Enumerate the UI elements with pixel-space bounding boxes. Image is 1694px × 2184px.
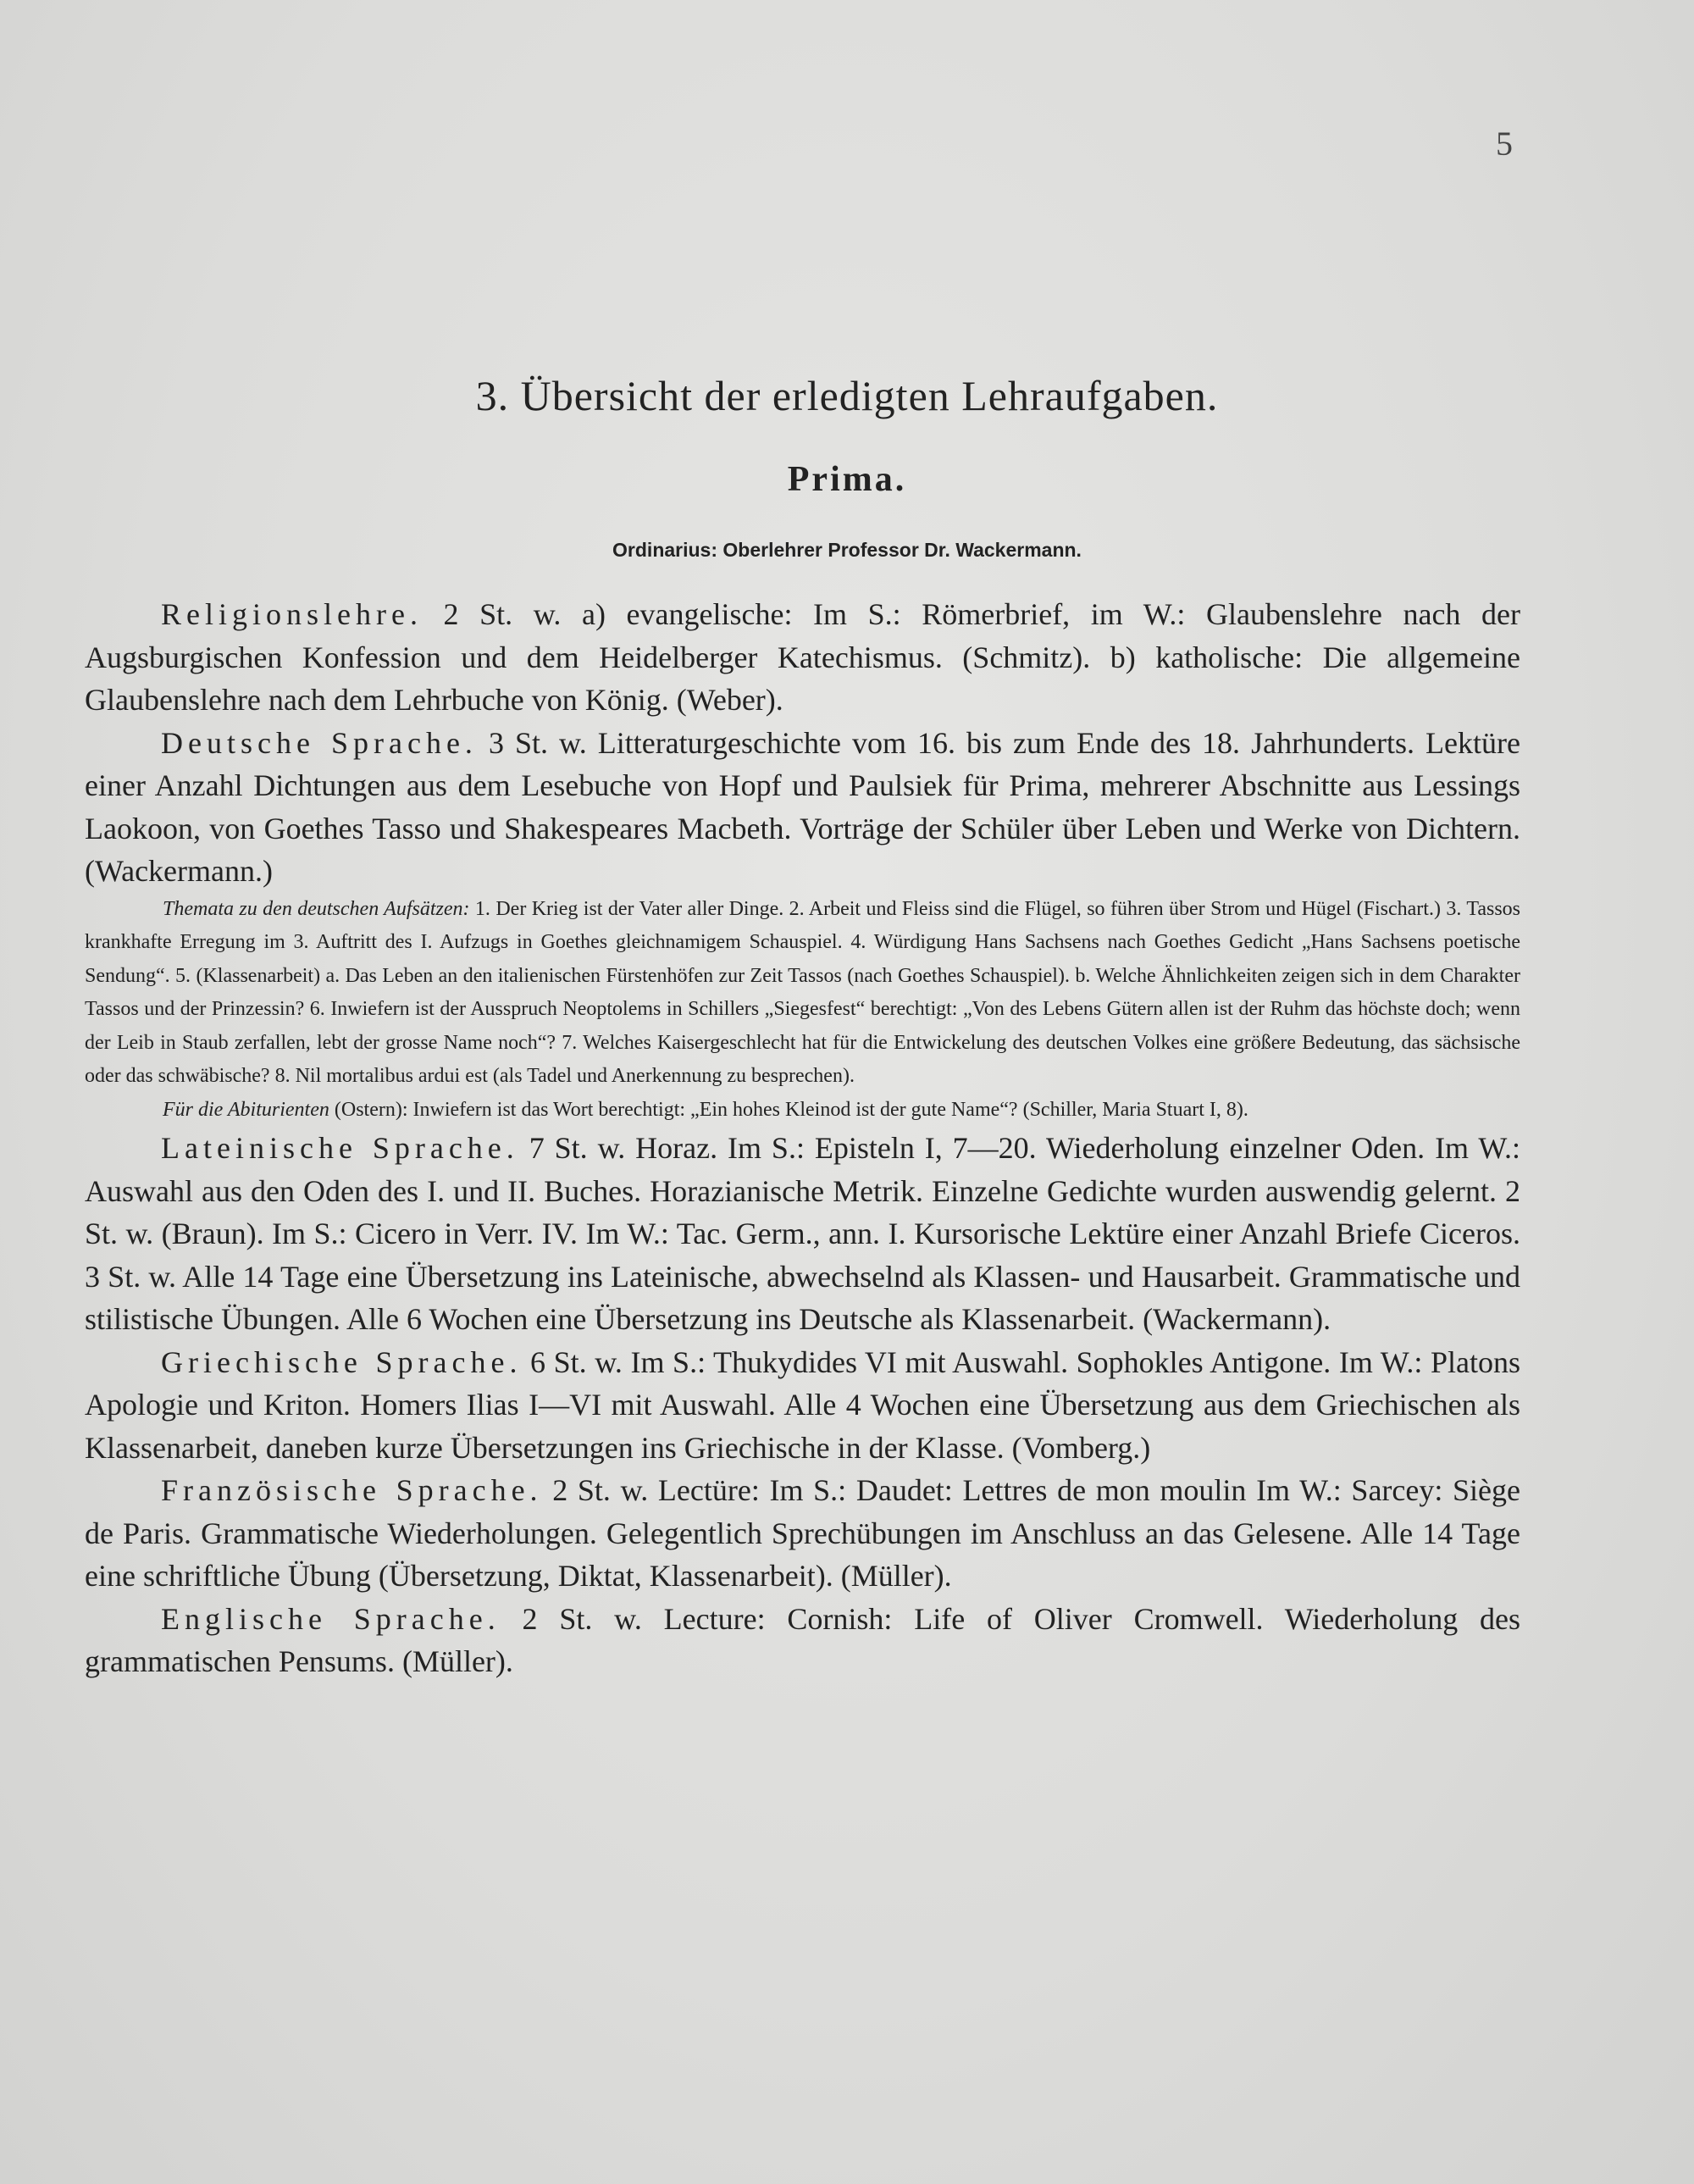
subject-latein: Lateinische Sprache. — [161, 1131, 519, 1165]
subject-griechisch: Griechische Sprache. — [161, 1344, 523, 1379]
themata-text: 1. Der Krieg ist der Vater aller Dinge. 2. Arbeit und Fleiss sind die Flügel, so führen über Strom und Hügel (Fischart.) 3. Tassos krankhafte Erregung im 3. Auftritt des I. Aufzugs in Goethes gleichnamigem Schauspiel. 4. Würdigung Hans Sachsens nach Goethes Gedicht „Hans Sachsens poetische Sendung“. 5. (Klassenarbeit) a. Das Leben an den italienischen Fürstenhöfen zur Zeit Tassos (nach Goethes Schauspiel). b. Welche Ähnlichkeiten zeigen sich in dem Charakter Tassos und der Prinzessin? 6. Inwiefern ist der Ausspruch Neoptolems in Schillers „Siegesfest“ berechtigt: „Von des Lebens Gütern allen ist der Ruhm das höchste doch; wenn der Leib in Staub zerfallen, lebt der grosse Name noch“? 7. Welches Kaisergeschlecht hat für die Entwickelung des deutschen Volkes eine größere Bedeutung, das sächsische oder das schwäbische? 8. Nil mortalibus ardui est (als Tadel und Anerkennung zu besprechen). — [85, 897, 1521, 1087]
text-religion: 2 St. w. a) evangelische: Im S.: Römerbrief, im W.: Glaubenslehre nach der Augsburgischen Konfession und dem Heidelberger Katechismus. (Schmitz). b) katholische: Die allgemeine Glaubenslehre nach dem Lehrbuche von König. (Weber). — [85, 597, 1520, 717]
themata-label: Themata zu den deutschen Aufsätzen: — [163, 897, 470, 920]
paragraph-abiturienten — [85, 1094, 1520, 1128]
paragraph-griechisch — [85, 1341, 1520, 1470]
text-latein: 7 St. w. Horaz. Im S.: Episteln I, 7—20. Wiederholung einzelner Oden. Im W.: Auswahl aus den Oden des I. und II. Buches. Horazianische Metrik. Einzelne Gedichte wurden auswendig gelernt. 2 St. w. (Braun). Im S.: Cicero in Verr. IV. Im W.: Tac. Germ., ann. I. Kursorische Lektüre einer Anzahl Briefe Ciceros. 3 St. w. Alle 14 Tage eine Übersetzung ins Lateinische, abwechselnd als Klassen- und Hausarbeit. Grammatische und stilistische Übungen. Alle 6 Wochen eine Übersetzung ins Deutsche als Klassenarbeit. (Wackermann). — [85, 1131, 1520, 1336]
text-franzoesisch: 2 St. w. Lectüre: Im S.: Daudet: Lettres de mon moulin Im W.: Sarcey: Siège de Paris. Grammatische Wiederholungen. Gelegentlich Sprechübungen im Anschluss an das Gelesene. Alle 14 Tage eine schriftliche Übung (Übersetzung, Diktat, Klassenarbeit). (Müller). — [85, 1473, 1521, 1593]
text-griechisch: 6 St. w. Im S.: Thukydides VI mit Auswahl. Sophokles Antigone. Im W.: Platons Apologie und Kriton. Homers Ilias I—VI mit Auswahl. Alle 4 Wochen eine Übersetzung aus dem Griechischen als Klassenarbeit, daneben kurze Übersetzungen ins Griechische in der Klasse. (Vomberg.) — [85, 1344, 1521, 1465]
document-body — [85, 593, 1520, 1683]
page-number: 5 — [1496, 125, 1513, 163]
paragraph-franzoesisch — [85, 1469, 1520, 1598]
subject-franzoesisch: Französische Sprache. — [161, 1473, 543, 1507]
paragraph-themata — [85, 893, 1520, 1094]
text-englisch: 2 St. w. Lecture: Cornish: Life of Oliver Cromwell. Wiederholung des grammatischen Pensums. (Müller). — [85, 1601, 1520, 1678]
section-heading: 3. Übersicht der erledigten Lehraufgaben. — [475, 372, 1219, 419]
abiturienten-label: Für die Abiturienten — [163, 1098, 329, 1121]
ordinarius-line: Ordinarius: Oberlehrer Professor Dr. Wackermann. — [612, 539, 1082, 561]
paragraph-deutsch — [85, 722, 1520, 893]
paragraph-englisch — [85, 1598, 1520, 1683]
paragraph-religion — [85, 593, 1520, 722]
subject-englisch: Englische Sprache. — [161, 1601, 501, 1636]
subject-deutsch: Deutsche Sprache. — [161, 725, 478, 760]
class-title: Prima. — [787, 460, 907, 499]
abiturienten-text: (Ostern): Inwiefern ist das Wort berechtigt: „Ein hohes Kleinod ist der gute Name“? (Schiller, Maria Stuart I, 8). — [334, 1098, 1248, 1121]
paragraph-latein — [85, 1127, 1520, 1341]
text-deutsch: 3 St. w. Litteraturgeschichte vom 16. bis zum Ende des 18. Jahrhunderts. Lektüre einer Anzahl Dichtungen aus dem Lesebuche von Hopf und Paulsiek für Prima, mehrerer Abschnitte aus Lessings Laokoon, von Goethes Tasso und Shakespeares Macbeth. Vorträge der Schüler über Leben und Werke von Dichtern. (Wackermann.) — [85, 725, 1520, 888]
subject-religion: Religionslehre. — [161, 597, 423, 631]
